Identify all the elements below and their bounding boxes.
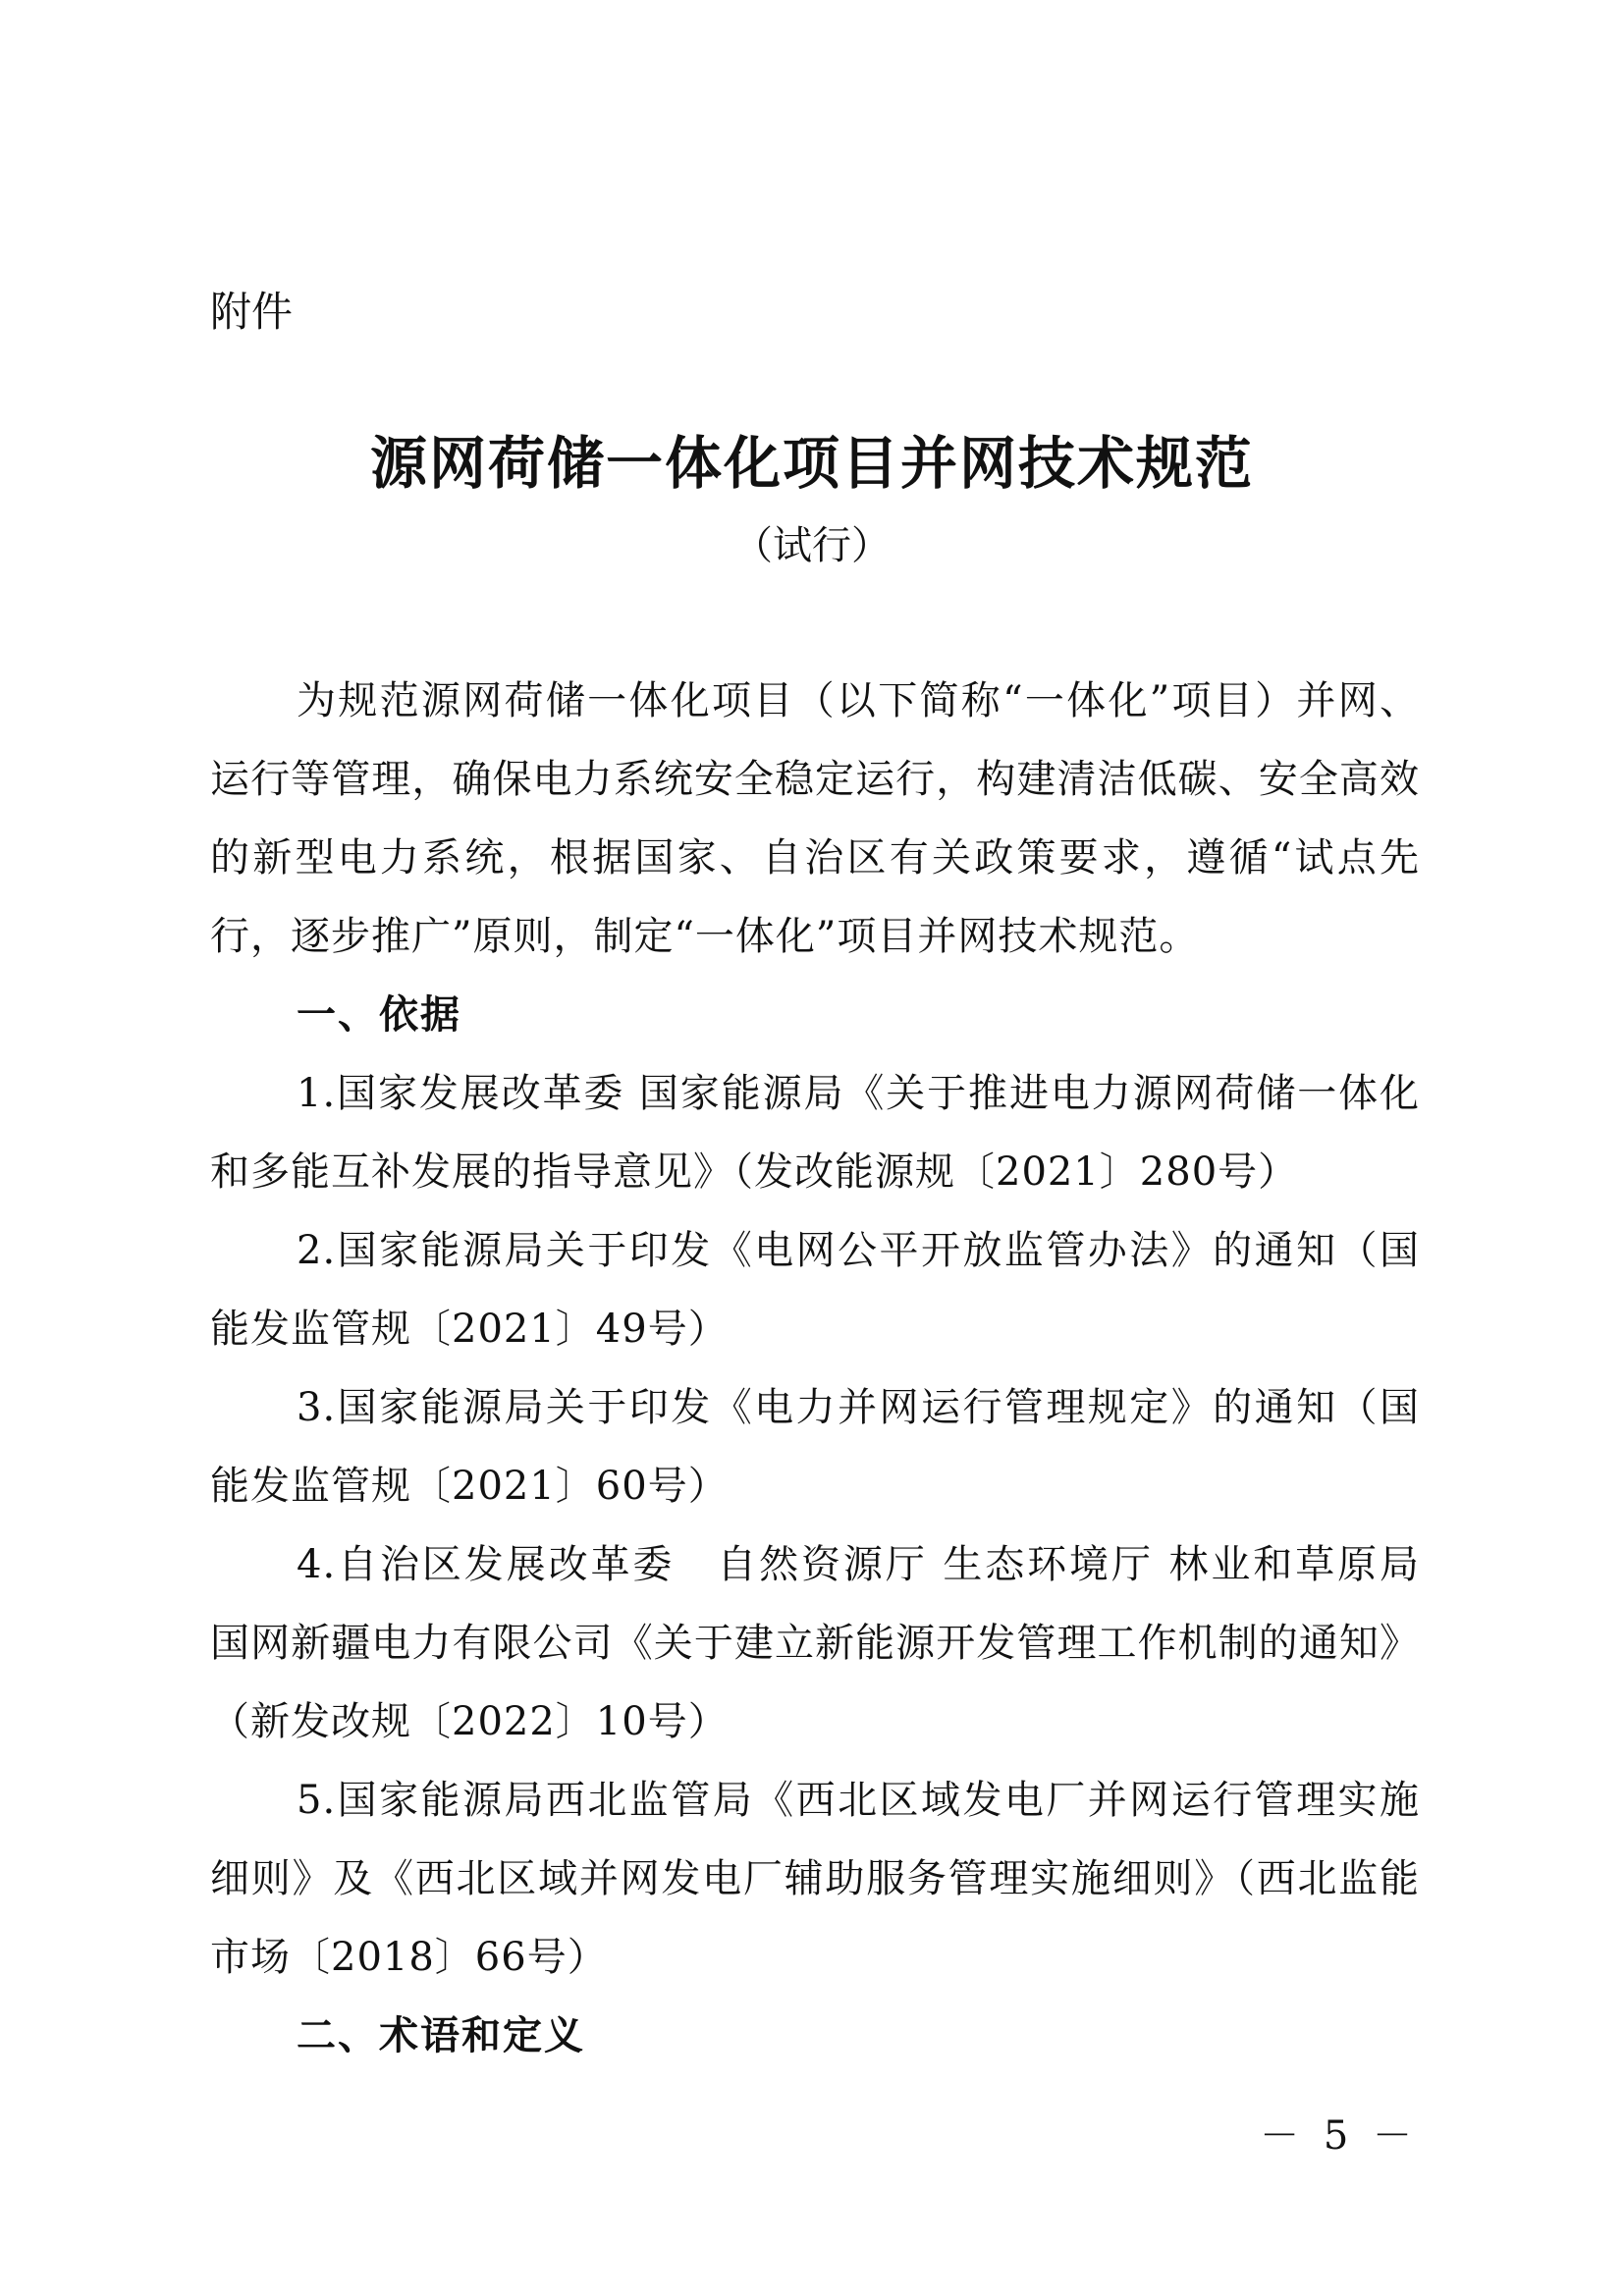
basis-item-3: 3.国家能源局关于印发《电力并网运行管理规定》的通知（国能发监管规〔2021〕60号） <box>210 1385 1420 1509</box>
page-number: － 5 － <box>1260 2113 1418 2159</box>
basis-item-4: 4.自治区发展改革委 自然资源厅 生态环境厅 林业和草原局 国网新疆电力有限公司《关于建立新能源开发管理工作机制的通知》（新发改规〔2022〕10号） <box>210 1542 1420 1744</box>
document-title: 源网荷储一体化项目并网技术规范 <box>369 430 1254 497</box>
basis-item-1: 1.国家发展改革委 国家能源局《关于推进电力源网荷储一体化和多能互补发展的指导意见》（发改能源规〔2021〕280号） <box>210 1071 1420 1195</box>
section-heading-terms: 二、术语和定义 <box>297 2013 585 2058</box>
intro-paragraph: 为规范源网荷储一体化项目（以下简称“一体化”项目）并网、运行等管理，确保电力系统安全稳定运行，构建清洁低碳、安全高效的新型电力系统，根据国家、自治区有关政策要求，遵循“试点先行，逐步推广”原则，制定“一体化”项目并网技术规范。 <box>210 678 1420 959</box>
document-body <box>210 662 1420 2075</box>
document-subtitle: （试行） <box>733 523 891 568</box>
basis-item-5: 5.国家能源局西北监管局《西北区域发电厂并网运行管理实施细则》及《西北区域并网发电厂辅助服务管理实施细则》（西北监能市场〔2018〕66号） <box>210 1778 1420 1980</box>
attachment-label: 附件 <box>210 288 294 336</box>
section-heading-basis: 一、依据 <box>297 992 461 1038</box>
section-terms <box>210 1997 1420 2075</box>
section-basis <box>210 976 1420 1997</box>
basis-item-2: 2.国家能源局关于印发《电网公平开放监管办法》的通知（国能发监管规〔2021〕49号） <box>210 1228 1420 1352</box>
